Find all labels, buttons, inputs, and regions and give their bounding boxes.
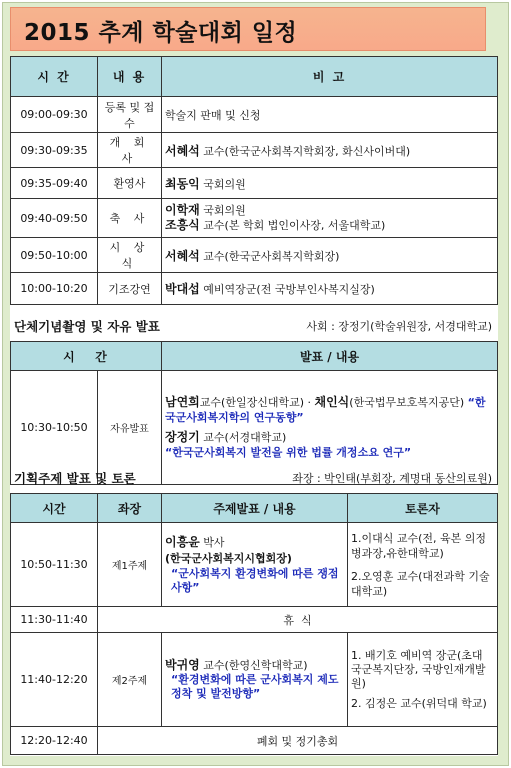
table-row [11,168,498,199]
closing-row [11,727,498,755]
table-row [11,523,498,607]
row-time: 09:35-09:40 [11,168,98,199]
row-note [162,133,498,168]
title-banner [10,7,486,51]
row-time: 09:00-09:30 [11,97,98,133]
presentation-topic: “군사회복지 환경변화에 따른 쟁점사항” [171,567,339,594]
col-header-item: 내 용 [98,57,162,97]
row-time: 12:20-12:40 [11,727,98,755]
row-note [162,199,498,238]
table-row [11,97,498,133]
presenter-affiliation: 교수(서경대학교) [199,431,287,444]
topic-content [162,523,348,607]
discussant-list [348,633,498,727]
row-time: 11:40-12:20 [11,633,98,727]
table-row [11,199,498,238]
speaker-affiliation: 국회의원 [199,204,246,217]
table-row [11,238,498,273]
speaker-affiliation: 교수(한국군사회복지학회장, 화신사이버대) [199,144,411,158]
speaker-name: 서혜석 [165,248,200,263]
table-row [11,273,498,305]
presenter-name: 이흥윤 [165,535,200,549]
col-header-time: 시 간 [11,57,98,97]
row-time: 09:40-09:50 [11,199,98,238]
col-header-time: 시 간 [11,342,162,371]
section-heading-theme-discussion [10,461,498,493]
speaker-name: 조흥식 [165,218,200,232]
table-header-row [11,342,498,371]
row-item: 개 회 사 [98,133,162,168]
row-note [162,238,498,273]
row-time: 10:30-10:50 [11,371,98,485]
col-header-presentation: 발표 / 내용 [162,342,498,371]
row-note [162,273,498,305]
section-heading-free-presentation [10,308,498,340]
opening-schedule-table [10,56,498,305]
presenter-affiliation: 교수(한영신학대학교) [199,659,308,672]
row-time: 10:50-11:30 [11,523,98,607]
presenter-name: 장정기 [165,430,200,444]
row-item: 시 상 식 [98,238,162,273]
page-title: 2015 추계 학술대회 일정 [24,20,298,46]
speaker-name: 이학재 [165,203,200,217]
row-time: 11:30-11:40 [11,607,98,633]
discussant: 1. 배기호 예비역 장군(초대 국군복지단장, 국방인재개발원) [351,648,486,690]
topic-content [162,633,348,727]
speaker-name: 박대섭 [165,282,200,296]
row-time: 10:00-10:20 [11,273,98,305]
presenter-affiliation: 교수(한일장신대학교) · [199,396,315,409]
row-session: 제2주제 [98,633,162,727]
speaker-affiliation: 교수(본 학회 법인이사장, 서울대학교) [199,219,386,232]
section-chair: 좌장 : 박인태(부회장, 계명대 동산의료원) [292,472,492,485]
presenter-name: 남연희 [165,395,200,409]
row-note [162,168,498,199]
discussant: 1.이대식 교수(전, 육본 의정병과장,유한대학교) [351,531,487,560]
col-header-note: 비 고 [162,57,498,97]
presenter-organization: (한국군사회복지시협회장) [165,552,292,565]
closing-label: 폐회 및 정기총회 [98,727,498,755]
break-label: 휴 식 [98,607,498,633]
presenter-name: 박귀영 [165,658,200,672]
col-header-topic: 주제발표 / 내용 [162,494,348,523]
row-item: 환영사 [98,168,162,199]
discussant-list [348,523,498,607]
theme-discussion-table [10,493,498,755]
table-row [11,133,498,168]
presenter-title: 박사 [199,536,225,549]
row-time: 09:50-10:00 [11,238,98,273]
speaker-name: 최동익 [165,176,200,191]
table-header-row [11,57,498,97]
speaker-affiliation: 국회의원 [199,177,246,191]
speaker-name: 서혜석 [165,143,200,158]
table-row [11,633,498,727]
speaker-affiliation: 교수(한국군사회복지학회장) [199,249,340,263]
schedule-page [10,56,498,756]
row-time: 09:30-09:35 [11,133,98,168]
row-kind: 자유발표 [98,371,162,485]
row-note: 학술지 판매 및 신청 [162,97,498,133]
col-header-discussants: 토론자 [348,494,498,523]
speaker-affiliation: 예비역장군(전 국방부인사복지실장) [199,283,375,296]
presenter-name: 채인식 [314,395,350,409]
row-item: 등록 및 접수 [98,97,162,133]
presentation-topic: “환경변화에 따른 군사회복지 제도 정착 및 발전방향” [171,673,339,700]
presenter-affiliation: (한국법무보호복지공단) [349,396,465,409]
row-session: 제1주제 [98,523,162,607]
presentation-topic: “한국군사회복지학의 연구동향” [165,396,486,424]
col-header-time: 시간 [11,494,98,523]
section-title: 기획주제 발표 및 토론 [14,471,136,486]
row-item: 축 사 [98,199,162,238]
presentation-topic: “한국군사회복지 발전을 위한 법률 개정소요 연구” [165,446,412,459]
section-chair: 사회 : 장정기(학술위원장, 서경대학교) [306,320,492,333]
row-item: 기조강연 [98,273,162,305]
table-header-row [11,494,498,523]
break-row [11,607,498,633]
col-header-session: 좌장 [98,494,162,523]
discussant: 2.오영훈 교수(대전과학 기술대학교) [351,569,490,598]
section-title: 단체기념촬영 및 자유 발표 [14,319,160,334]
discussant: 2. 김정은 교수(위덕대 학교) [351,696,487,710]
